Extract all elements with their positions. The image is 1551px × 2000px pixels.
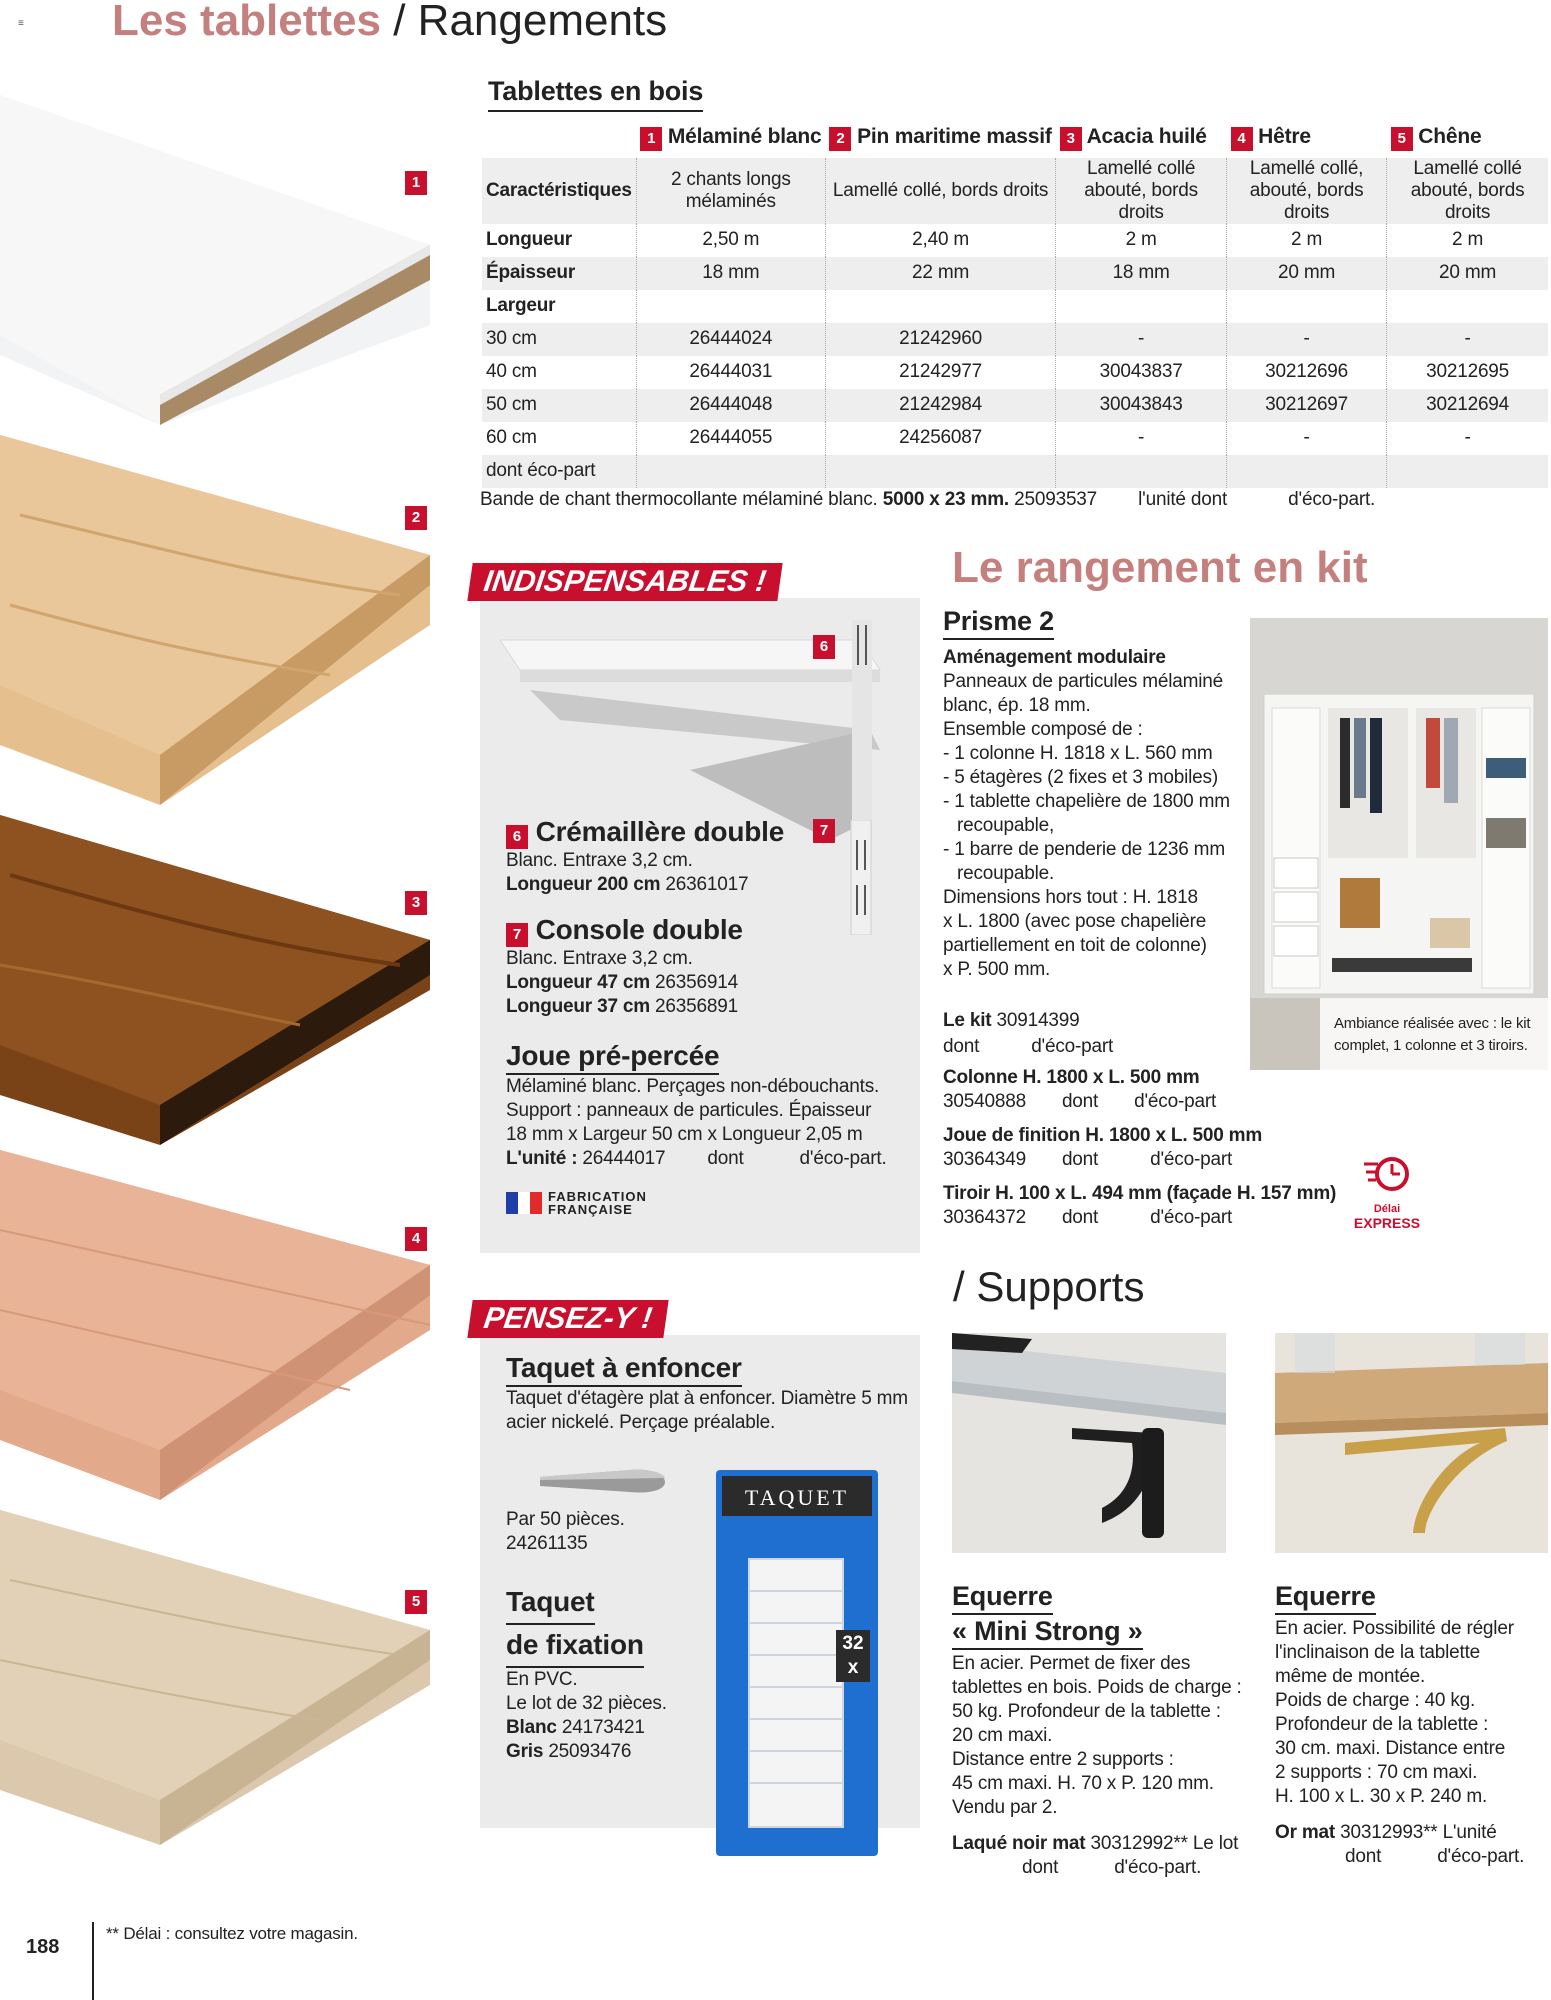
cell: 2,40 m [825,224,1055,257]
cell: 18 mm [1056,257,1227,290]
eq2-title: Equerre [1275,1580,1376,1615]
col-header-3 [1056,118,1227,158]
taquet1-lot: Par 50 pièces. [506,1509,625,1530]
board-pin-image [0,435,440,815]
cremaillere-title: Crémaillère double [535,816,785,847]
eq1-desc-line: 20 cm maxi. [952,1725,1053,1746]
prisme-ambiance-photo [1250,618,1548,1070]
bande-eco: d'éco-part. [1288,489,1376,510]
title-sub: / Rangements [393,0,668,45]
taquet2-desc-2: Le lot de 32 pièces. [506,1693,667,1714]
taquet1-desc-2: acier nickelé. Perçage préalable. [506,1412,776,1433]
cell: 2 m [1387,224,1548,257]
col-name: Acacia huilé [1086,125,1207,148]
eq1-desc-line: tablettes en bois. Poids de charge : [952,1677,1242,1698]
col-name: Pin maritime massif [857,125,1052,148]
fab-line-1: FABRICATION [548,1189,647,1204]
board-number-1: 1 [405,171,427,195]
row-label: Longueur [486,229,572,251]
page-number: 188 [26,1936,60,1958]
badge-7: 7 [813,819,835,843]
board-melamine-image [0,95,440,425]
cell: - [1227,323,1387,356]
board-number-3: 3 [405,891,427,915]
kit-block [943,606,1243,982]
cell: - [1387,323,1548,356]
kit-desc-line: x P. 500 mm. [943,959,1051,980]
kit-desc-line: blanc, ép. 18 mm. [943,695,1091,716]
footer-divider [92,1922,94,2000]
cell: 21242977 [825,356,1055,389]
console-title: Console double [535,914,743,945]
kit-desc-line: Ensemble composé de : [943,719,1143,740]
title-main: Les tablettes [112,0,381,45]
taquet2-gris-ref: 25093476 [548,1741,632,1762]
cell: Lamellé collé abouté, bords droits [1387,158,1548,224]
footer-note: ** Délai : consultez votre magasin. [106,1924,358,1943]
console-length-2: Longueur 37 cm [506,996,650,1017]
cell: 21242984 [825,389,1055,422]
kit-dont: dont [943,1036,980,1057]
eq1-variant: Laqué noir mat [952,1833,1086,1854]
delai-express [1352,1150,1422,1231]
joue-eco: d'éco-part. [799,1148,887,1169]
cell [1227,455,1387,488]
eq2-ref: 30312993** [1340,1822,1438,1843]
cell: 26444048 [636,389,825,422]
joue-title: Joue pré-percée [506,1040,719,1075]
cell: 2,50 m [636,224,825,257]
cell: Lamellé collé, bords droits [825,158,1055,224]
cell: 30212695 [1387,356,1548,389]
equerre-or-photo [1275,1333,1548,1553]
eq2-eco: d'éco-part. [1437,1846,1525,1867]
cell [636,290,825,323]
taquet2-gris: Gris [506,1741,544,1762]
console-ref-1: 26356914 [655,972,738,993]
kit-label: Le kit [943,1010,992,1031]
console-length-1: Longueur 47 cm [506,972,650,993]
cell [825,455,1055,488]
cell [636,455,825,488]
kit-ref: 30914399 [996,1010,1080,1031]
eq2-desc-line: même de montée. [1275,1666,1426,1687]
joue-finition-label: Joue de finition H. 1800 x L. 500 mm [943,1125,1263,1146]
eq2-dont: dont [1345,1846,1382,1867]
row-label: Largeur [486,295,556,317]
table-header-row [482,118,1548,158]
tiroir-dont: dont [1061,1207,1099,1228]
cell: 26444024 [636,323,825,356]
col-header-2 [825,118,1055,158]
cell [1387,455,1548,488]
row-label: Caractéristiques [482,158,636,224]
pack-count: 32 [842,1633,864,1654]
kit-desc-line: x L. 1800 (avec pose chapelière [943,911,1207,932]
table-row [482,455,1548,488]
colonne-ref: 30540888 [943,1091,1026,1112]
bande-text: Bande de chant thermocollante mélaminé blanc. [480,489,878,510]
tiroir-ref: 30364372 [943,1207,1026,1228]
taquet-enfoncer-image [535,1462,670,1502]
col-badge: 3 [1060,127,1082,151]
kit-desc-line: recoupable, [957,815,1055,836]
table-row [482,389,1548,422]
taquet-fixation-block [506,1582,667,1764]
cell: 26444031 [636,356,825,389]
eq2-desc-line: 30 cm. maxi. Distance entre [1275,1738,1506,1759]
col-badge: 2 [829,127,851,151]
table-row [482,356,1548,389]
cell: 2 chants longs mélaminés [636,158,825,224]
col-badge: 4 [1231,127,1253,151]
eq2-desc-line: 2 supports : 70 cm maxi. [1275,1762,1478,1783]
badge-6: 6 [813,635,835,659]
bande-ref: 25093537 [1014,489,1098,510]
cremaillere-desc: Blanc. Entraxe 3,2 cm. [506,850,693,871]
tiroir-label: Tiroir H. 100 x L. 494 mm (façade H. 157 mm) [943,1183,1337,1204]
eq1-title-1: Equerre [952,1580,1053,1615]
bande-de-chant [480,489,1375,511]
eq1-title-2: « Mini Strong » [952,1615,1143,1650]
row-label: 60 cm [486,427,537,449]
french-flag-icon [506,1192,542,1214]
kit-title: Le rangement en kit [952,543,1368,592]
delai-text: Délai [1373,1203,1401,1215]
taquet1-desc-1: Taquet d'étagère plat à enfoncer. Diamètre 5 mm [506,1388,908,1409]
cell: 26444055 [636,422,825,455]
table-row [482,158,1548,224]
taquet2-title-2: de fixation [506,1625,644,1668]
table-title: Tablettes en bois [488,76,703,112]
console-badge: 7 [506,923,528,947]
cremaillere-block [506,816,784,897]
cell: - [1387,422,1548,455]
kit-desc-line: recoupable. [957,863,1055,884]
cell: Lamellé collé abouté, bords droits [1056,158,1227,224]
row-label: 50 cm [482,389,636,422]
indispensables-tag: INDISPENSABLES ! [467,563,782,601]
cell: 30212694 [1387,389,1548,422]
col-header-1 [636,118,825,158]
board-acacia-image [0,815,440,1155]
cell: - [1227,422,1387,455]
cell: 18 mm [636,257,825,290]
fab-line-2: FRANÇAISE [548,1202,633,1217]
caption-line-1: Ambiance réalisée avec : le kit [1334,1015,1531,1032]
eq2-desc-line: l'inclinaison de la tablette [1275,1642,1481,1663]
page-title [112,0,667,46]
eq1-desc-line: Distance entre 2 supports : [952,1749,1174,1770]
eq2-variant: Or mat [1275,1822,1336,1843]
board-number-2: 2 [405,506,427,530]
kit-desc-line: Dimensions hors tout : H. 1818 [943,887,1198,908]
delivery-clock-icon [1362,1150,1412,1198]
cell [1056,290,1227,323]
cell [1056,455,1227,488]
fabrication-francaise [506,1190,647,1216]
col-name: Hêtre [1258,125,1311,148]
cell: 20 mm [1227,257,1387,290]
joue-unit: L'unité : [506,1148,578,1169]
caption-line-2: complet, 1 colonne et 3 tiroirs. [1334,1037,1528,1054]
eq2-desc-line: Profondeur de la tablette : [1275,1714,1489,1735]
row-label: 30 cm [482,323,636,356]
equerre-mini-strong-block [952,1580,1242,1880]
table-row [482,290,1548,323]
eq1-lot: Le lot [1192,1833,1239,1854]
cell: 20 mm [1387,257,1548,290]
cell: 24256087 [825,422,1055,455]
joue-block [506,1040,887,1171]
board-number-5: 5 [405,1590,427,1614]
joue-ref: 26444017 [582,1148,666,1169]
eq1-ref: 30312992** [1090,1833,1188,1854]
kit-subtitle: Aménagement modulaire [943,647,1166,668]
cell: 22 mm [825,257,1055,290]
table-row [482,224,1548,257]
eq1-dont: dont [1022,1857,1059,1878]
taquet2-title-1: Taquet [506,1582,595,1625]
board-number-4: 4 [405,1227,427,1251]
joue-desc-3: 18 mm x Largeur 50 cm x Longueur 2,05 m [506,1124,863,1145]
bande-unit: l'unité dont [1138,489,1228,510]
eq2-desc-line: Poids de charge : 40 kg. [1275,1690,1476,1711]
col-name: Chêne [1418,125,1482,148]
taquet-enfoncer-lot [506,1508,625,1556]
cell: 30043837 [1056,356,1227,389]
taquet2-blanc: Blanc [506,1717,557,1738]
cell: - [1056,323,1227,356]
equerre-mini-strong-photo [952,1333,1226,1553]
row-label: Épaisseur [482,257,636,290]
table-row [482,323,1548,356]
joue-dont: dont [707,1148,744,1169]
board-chene-image [0,1510,440,1850]
cremaillere-ref: 26361017 [665,874,749,895]
taquet-enfoncer-block [506,1352,908,1435]
eq1-desc-line: En acier. Permet de fixer des [952,1653,1191,1674]
pack-taquets [748,1558,844,1828]
cell: Lamellé collé, abouté, bords droits [1227,158,1387,224]
eq1-desc-line: 45 cm maxi. H. 70 x P. 120 mm. [952,1773,1214,1794]
cell: 2 m [1227,224,1387,257]
menu-icon[interactable]: ≡ [18,18,24,29]
kit-desc-line: - 1 colonne H. 1818 x L. 560 mm [943,743,1213,764]
cremaillere-length: Longueur 200 cm [506,874,661,895]
ambiance-caption [1334,1013,1530,1057]
console-block [506,914,743,1019]
cell [825,290,1055,323]
taquet-package [716,1470,878,1856]
colonne-label: Colonne H. 1800 x L. 500 mm [943,1067,1200,1088]
kit-desc-line: partiellement en toit de colonne) [943,935,1207,956]
joue-finition-ref: 30364349 [943,1149,1026,1170]
table-row [482,257,1548,290]
kit-product: Prisme 2 [943,606,1054,640]
express-text: EXPRESS [1353,1215,1421,1231]
colonne-eco: d'éco-part [1134,1091,1217,1112]
board-hetre-image [0,1150,440,1510]
eq2-unit: L'unité [1442,1822,1497,1843]
col-badge: 5 [1391,127,1413,151]
cremaillere-badge: 6 [506,825,528,849]
kit-desc-line: Panneaux de particules mélaminé [943,671,1224,692]
table-row [482,422,1548,455]
bande-size: 5000 x 23 mm. [882,489,1010,510]
row-label: 40 cm [486,361,537,383]
cell: 30043843 [1056,389,1227,422]
cell [1227,290,1387,323]
pack-brand: TAQUET [722,1476,872,1516]
console-desc: Blanc. Entraxe 3,2 cm. [506,948,693,969]
eq1-eco: d'éco-part. [1114,1857,1202,1878]
joue-finition-eco: d'éco-part [1150,1149,1233,1170]
pensez-tag: PENSEZ-Y ! [467,1300,668,1338]
col-badge: 1 [640,127,662,151]
cell [1387,290,1548,323]
kit-desc-line: - 1 tablette chapelière de 1800 mm [943,791,1230,812]
colonne-dont: dont [1061,1091,1099,1112]
console-ref-2: 26356891 [655,996,738,1017]
cell: 30212697 [1227,389,1387,422]
eq1-desc-line: 50 kg. Profondeur de la tablette : [952,1701,1221,1722]
taquet1-title: Taquet à enfoncer [506,1352,742,1387]
cell: 2 m [1056,224,1227,257]
taquet1-ref: 24261135 [506,1533,588,1554]
eq1-desc-line: Vendu par 2. [952,1797,1058,1818]
joue-finition-dont: dont [1061,1149,1099,1170]
row-label: dont éco-part [482,455,636,488]
eq2-desc-line: En acier. Possibilité de régler [1275,1618,1514,1639]
kit-desc-line: - 1 barre de penderie de 1236 mm [943,839,1225,860]
taquet2-blanc-ref: 24173421 [561,1717,645,1738]
tiroir-eco: d'éco-part [1150,1207,1233,1228]
joue-desc-1: Mélaminé blanc. Perçages non-débouchants. [506,1076,880,1097]
kit-desc-line: - 5 étagères (2 fixes et 3 mobiles) [943,767,1218,788]
eq2-desc-line: H. 100 x L. 30 x P. 240 m. [1275,1786,1488,1807]
pack-x: x [847,1657,859,1678]
equerre-or-block [1275,1580,1545,1869]
kit-eco: d'éco-part [1031,1036,1114,1057]
joue-desc-2: Support : panneaux de particules. Épaisseur [506,1100,872,1121]
supports-title: / Supports [953,1263,1145,1310]
col-header-5 [1387,118,1548,158]
tablettes-table [482,118,1548,488]
cell: - [1056,422,1227,455]
cremaillere-image [846,820,876,935]
cell: 30212696 [1227,356,1387,389]
col-header-4 [1227,118,1387,158]
cell: 21242960 [825,323,1055,356]
col-name: Mélaminé blanc [667,125,822,148]
taquet2-desc-1: En PVC. [506,1669,578,1690]
